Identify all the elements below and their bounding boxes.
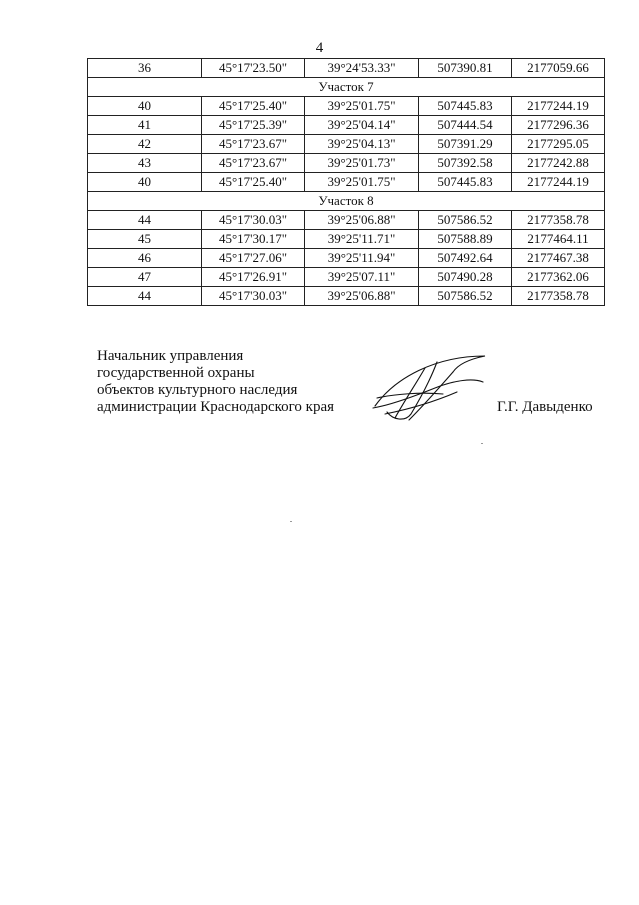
longitude-cell: 39°25'01.73" bbox=[305, 154, 419, 173]
y-coordinate-cell: 2177464.11 bbox=[512, 230, 605, 249]
latitude-cell: 45°17'25.40" bbox=[202, 173, 305, 192]
latitude-cell: 45°17'23.67" bbox=[202, 154, 305, 173]
point-number-cell: 42 bbox=[88, 135, 202, 154]
point-number-cell: 44 bbox=[88, 287, 202, 306]
point-number-cell: 43 bbox=[88, 154, 202, 173]
table-row bbox=[88, 211, 605, 230]
x-coordinate-cell: 507391.29 bbox=[419, 135, 512, 154]
table-row bbox=[88, 97, 605, 116]
x-coordinate-cell: 507490.28 bbox=[419, 268, 512, 287]
section-title: Участок 8 bbox=[88, 192, 605, 211]
point-number-cell: 46 bbox=[88, 249, 202, 268]
longitude-cell: 39°25'04.14" bbox=[305, 116, 419, 135]
x-coordinate-cell: 507392.58 bbox=[419, 154, 512, 173]
y-coordinate-cell: 2177295.05 bbox=[512, 135, 605, 154]
section-header-row bbox=[88, 78, 605, 97]
point-number-cell: 41 bbox=[88, 116, 202, 135]
longitude-cell: 39°25'06.88" bbox=[305, 211, 419, 230]
latitude-cell: 45°17'30.17" bbox=[202, 230, 305, 249]
point-number-cell: 36 bbox=[88, 59, 202, 78]
coordinates-table-body bbox=[88, 59, 605, 306]
point-number-cell: 40 bbox=[88, 97, 202, 116]
longitude-cell: 39°25'01.75" bbox=[305, 173, 419, 192]
x-coordinate-cell: 507588.89 bbox=[419, 230, 512, 249]
position-line: государственной охраны bbox=[97, 365, 255, 381]
table-row bbox=[88, 230, 605, 249]
x-coordinate-cell: 507492.64 bbox=[419, 249, 512, 268]
y-coordinate-cell: 2177358.78 bbox=[512, 211, 605, 230]
x-coordinate-cell: 507445.83 bbox=[419, 97, 512, 116]
table-row bbox=[88, 287, 605, 306]
y-coordinate-cell: 2177358.78 bbox=[512, 287, 605, 306]
longitude-cell: 39°24'53.33" bbox=[305, 59, 419, 78]
point-number-cell: 44 bbox=[88, 211, 202, 230]
latitude-cell: 45°17'25.40" bbox=[202, 97, 305, 116]
x-coordinate-cell: 507586.52 bbox=[419, 211, 512, 230]
latitude-cell: 45°17'30.03" bbox=[202, 211, 305, 230]
y-coordinate-cell: 2177244.19 bbox=[512, 173, 605, 192]
point-number-cell: 40 bbox=[88, 173, 202, 192]
y-coordinate-cell: 2177242.88 bbox=[512, 154, 605, 173]
longitude-cell: 39°25'04.13" bbox=[305, 135, 419, 154]
table-row bbox=[88, 135, 605, 154]
latitude-cell: 45°17'30.03" bbox=[202, 287, 305, 306]
table-row bbox=[88, 154, 605, 173]
y-coordinate-cell: 2177244.19 bbox=[512, 97, 605, 116]
longitude-cell: 39°25'11.94" bbox=[305, 249, 419, 268]
section-title: Участок 7 bbox=[88, 78, 605, 97]
x-coordinate-cell: 507586.52 bbox=[419, 287, 512, 306]
x-coordinate-cell: 507444.54 bbox=[419, 116, 512, 135]
y-coordinate-cell: 2177059.66 bbox=[512, 59, 605, 78]
x-coordinate-cell: 507390.81 bbox=[419, 59, 512, 78]
scan-artifact bbox=[481, 443, 483, 444]
longitude-cell: 39°25'11.71" bbox=[305, 230, 419, 249]
position-line: Начальник управления bbox=[97, 348, 244, 364]
page-number: 4 bbox=[315, 40, 324, 56]
table-row bbox=[88, 268, 605, 287]
longitude-cell: 39°25'06.88" bbox=[305, 287, 419, 306]
signatory-name: Г.Г. Давыденко bbox=[497, 399, 593, 415]
position-line: администрации Краснодарского края bbox=[97, 399, 335, 415]
table-row bbox=[88, 59, 605, 78]
latitude-cell: 45°17'27.06" bbox=[202, 249, 305, 268]
longitude-cell: 39°25'01.75" bbox=[305, 97, 419, 116]
y-coordinate-cell: 2177296.36 bbox=[512, 116, 605, 135]
position-line: объектов культурного наследия bbox=[97, 382, 298, 398]
table-row bbox=[88, 249, 605, 268]
x-coordinate-cell: 507445.83 bbox=[419, 173, 512, 192]
latitude-cell: 45°17'23.67" bbox=[202, 135, 305, 154]
latitude-cell: 45°17'26.91" bbox=[202, 268, 305, 287]
y-coordinate-cell: 2177362.06 bbox=[512, 268, 605, 287]
latitude-cell: 45°17'25.39" bbox=[202, 116, 305, 135]
y-coordinate-cell: 2177467.38 bbox=[512, 249, 605, 268]
point-number-cell: 47 bbox=[88, 268, 202, 287]
table-row bbox=[88, 173, 605, 192]
table-row bbox=[88, 116, 605, 135]
signatory-position bbox=[97, 348, 334, 416]
section-header-row bbox=[88, 192, 605, 211]
handwritten-signature bbox=[365, 348, 495, 428]
longitude-cell: 39°25'07.11" bbox=[305, 268, 419, 287]
point-number-cell: 45 bbox=[88, 230, 202, 249]
latitude-cell: 45°17'23.50" bbox=[202, 59, 305, 78]
scan-artifact bbox=[290, 521, 292, 522]
coordinates-table bbox=[87, 58, 605, 306]
